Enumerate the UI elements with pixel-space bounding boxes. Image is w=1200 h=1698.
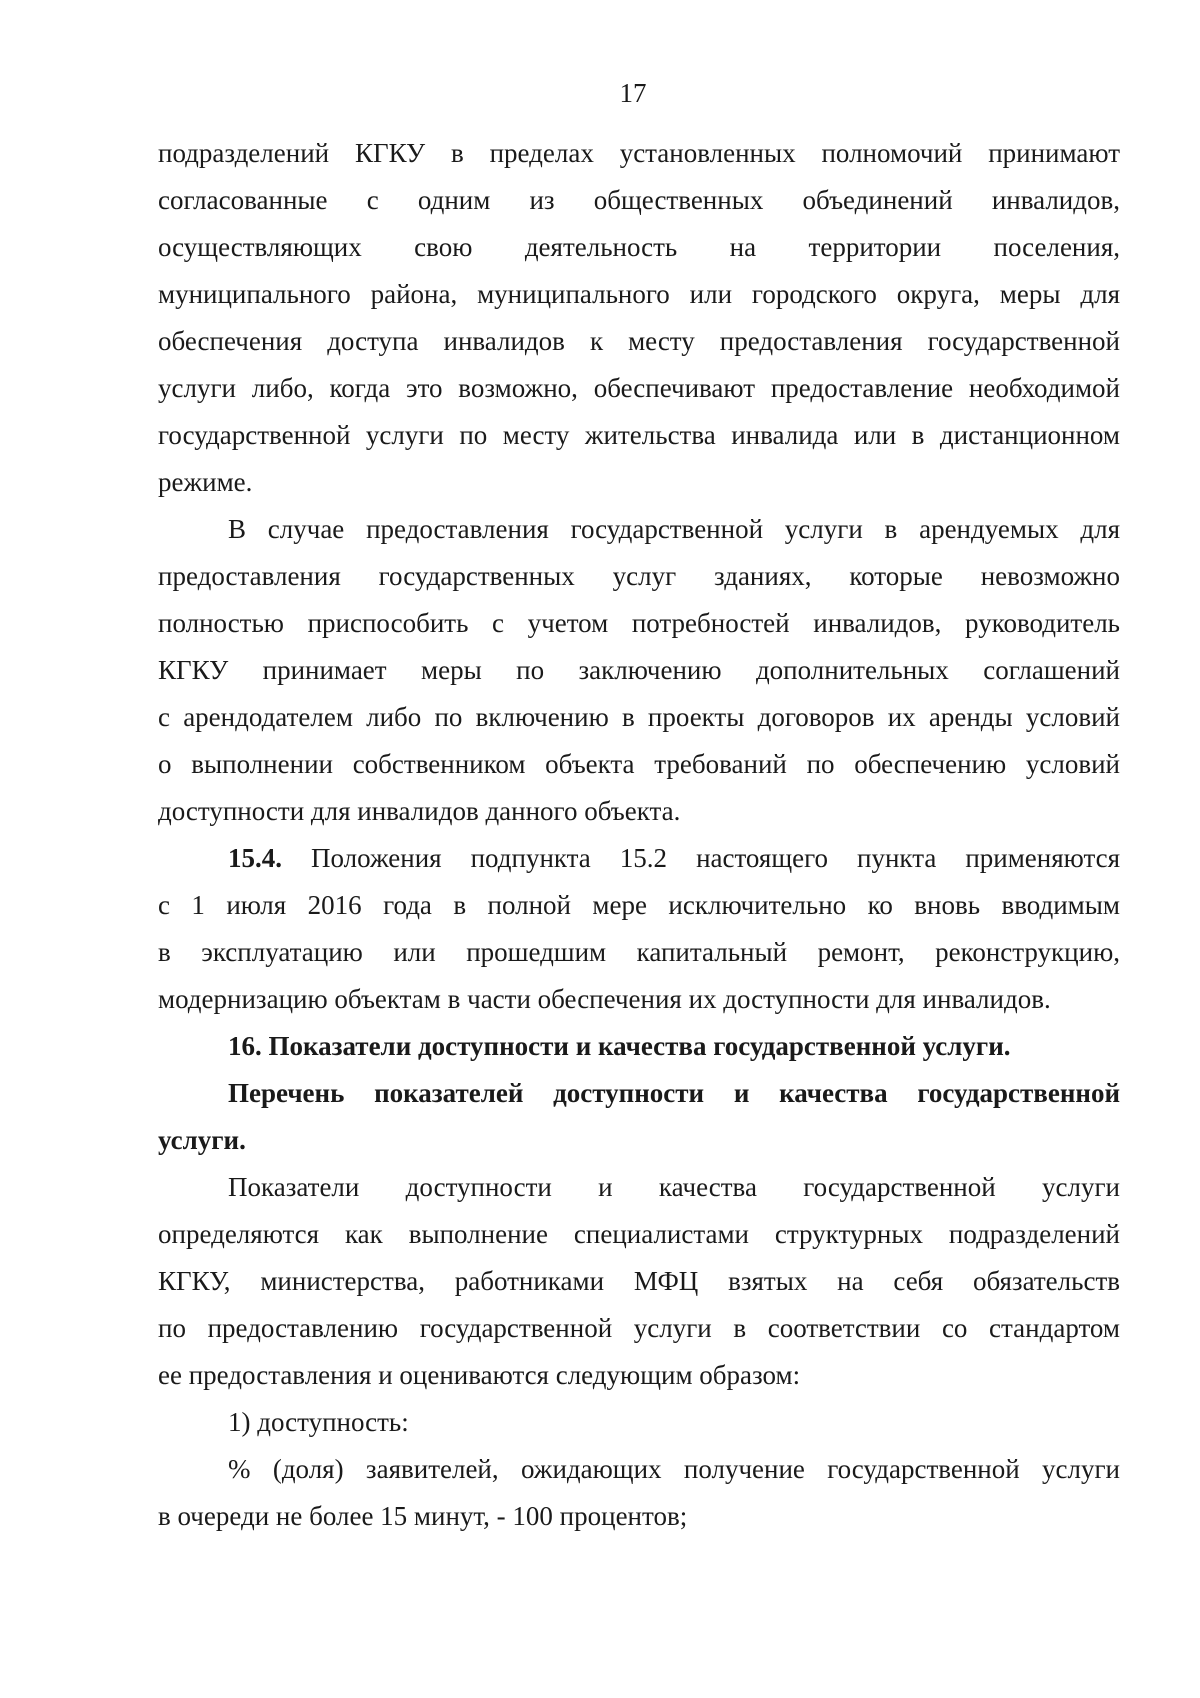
text-line: с арендодателем либо по включению в проекты договоров их аренды условий [158, 702, 1120, 732]
text-line: КГКУ принимает меры по заключению дополнительных соглашений [158, 655, 1120, 685]
text-line: обеспечения доступа инвалидов к месту предоставления государственной [158, 326, 1120, 356]
text-line: В случае предоставления государственной услуги в арендуемых для [228, 514, 1120, 544]
text-line: муниципального района, муниципального или городского округа, меры для [158, 279, 1120, 309]
section-heading [158, 1023, 1120, 1070]
page-number: 17 [619, 78, 647, 108]
text-line: осуществляющих свою деятельность на территории поселения, [158, 232, 1120, 262]
text-line: полностью приспособить с учетом потребностей инвалидов, руководитель [158, 608, 1120, 638]
paragraph-continuation [158, 130, 1120, 506]
text-line: в эксплуатацию или прошедшим капитальный ремонт, реконструкцию, [158, 937, 1120, 967]
document-body [158, 130, 1120, 1540]
list-item [158, 1399, 1120, 1446]
text-line: режиме. [158, 467, 253, 497]
subsection-heading [158, 1070, 1120, 1164]
clause-text: Положения подпункта 15.2 настоящего пункта применяются [311, 843, 1121, 873]
text-line: в очереди не более 15 минут, - 100 процентов; [158, 1501, 688, 1531]
paragraph-queue [158, 1446, 1120, 1540]
text-line: доступности для инвалидов данного объекта. [158, 796, 681, 826]
text-line: государственной услуги по месту жительства инвалида или в дистанционном [158, 420, 1120, 450]
paragraph-indicators [158, 1164, 1120, 1399]
text-line: ее предоставления и оцениваются следующим образом: [158, 1360, 801, 1390]
list-item-label: 1) доступность: [228, 1407, 409, 1437]
clause-number: 15.4. [228, 843, 282, 873]
subheading-line: Перечень показателей доступности и качества государственной [228, 1078, 1120, 1108]
text-line: Показатели доступности и качества государственной услуги [228, 1172, 1120, 1202]
text-line: предоставления государственных услуг зданиях, которые невозможно [158, 561, 1120, 591]
subheading-line: услуги. [158, 1125, 246, 1155]
heading-16: 16. Показатели доступности и качества государственной услуги. [228, 1031, 1011, 1061]
text-line: о выполнении собственником объекта требований по обеспечению условий [158, 749, 1120, 779]
text-line: услуги либо, когда это возможно, обеспечивают предоставление необходимой [158, 373, 1120, 403]
text-line: модернизацию объектам в части обеспечения их доступности для инвалидов. [158, 984, 1051, 1014]
text-line: согласованные с одним из общественных объединений инвалидов, [158, 185, 1120, 215]
paragraph-rented-buildings [158, 506, 1120, 835]
text-line: подразделений КГКУ в пределах установленных полномочий принимают [158, 138, 1120, 168]
paragraph-15-4 [158, 835, 1120, 1023]
text-line: определяются как выполнение специалистами структурных подразделений [158, 1219, 1120, 1249]
text-line: КГКУ, министерства, работниками МФЦ взятых на себя обязательств [158, 1266, 1120, 1296]
text-line: с 1 июля 2016 года в полной мере исключительно ко вновь вводимым [158, 890, 1120, 920]
text-line: по предоставлению государственной услуги в соответствии со стандартом [158, 1313, 1120, 1343]
text-line [158, 835, 1120, 882]
text-line: % (доля) заявителей, ожидающих получение государственной услуги [228, 1454, 1120, 1484]
